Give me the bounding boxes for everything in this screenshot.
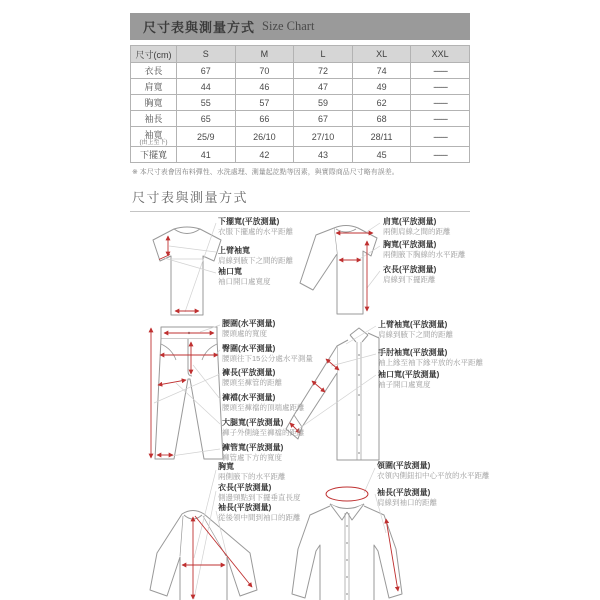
measure-label-elbow-width: 手肘袖寬(平放測量) 袖上緣至袖下緣平放的水平距離 bbox=[378, 348, 483, 367]
measure-label-thigh-width: 大腿寬(平放測量) 褲子外側縫至褲襠的距離 bbox=[222, 418, 305, 437]
row-label: 衣長 bbox=[131, 63, 177, 79]
row-label-sub: (由上至下) bbox=[139, 139, 168, 146]
row-label: 下擺寬 bbox=[131, 147, 177, 163]
page-title-en: Size Chart bbox=[262, 19, 315, 33]
cell-value: 70 bbox=[235, 63, 294, 79]
size-table-footnote: ※ 本尺寸表會因布料彈性、水洗處理、測量起訖點等因素，與實際商品尺寸略有誤差。 bbox=[132, 169, 399, 176]
cell-value: 25/9 bbox=[177, 127, 236, 147]
pants-diagram bbox=[155, 327, 223, 459]
cell-value: 49 bbox=[352, 79, 411, 95]
col-header-size-cm: 尺寸(cm) bbox=[131, 46, 177, 63]
cell-value: 65 bbox=[177, 111, 236, 127]
col-header-xxl: XXL bbox=[411, 46, 470, 63]
cell-value: ------- bbox=[411, 111, 470, 127]
cell-value: 66 bbox=[235, 111, 294, 127]
cell-value: 42 bbox=[235, 147, 294, 163]
table-row bbox=[131, 127, 470, 147]
table-row bbox=[131, 95, 470, 111]
cell-value: ------- bbox=[411, 95, 470, 111]
cell-value: 59 bbox=[294, 95, 353, 111]
cell-value: 43 bbox=[294, 147, 353, 163]
measure-label-length-jacket: 衣長(平放測量) 側邊頸點到下擺垂直長度 bbox=[218, 483, 301, 502]
measure-label-shoulder-width: 肩寬(平放測量) 兩側肩線之間的距離 bbox=[383, 217, 451, 236]
row-label: 胸寬 bbox=[131, 95, 177, 111]
table-row bbox=[131, 111, 470, 127]
tshirt-diagram bbox=[153, 227, 221, 315]
size-table bbox=[130, 45, 470, 163]
page-title-bar bbox=[130, 13, 470, 40]
cell-value: 28/11 bbox=[352, 127, 411, 147]
cell-value: 27/10 bbox=[294, 127, 353, 147]
measure-label-garment-length: 衣長(平放測量) 肩線到下擺距離 bbox=[383, 265, 437, 284]
cell-value: 57 bbox=[235, 95, 294, 111]
page-title-zh: 尺寸表與測量方式 bbox=[143, 20, 256, 35]
measure-label-chest-jacket: 胸寬 兩側腋下的水平距離 bbox=[218, 462, 286, 481]
measure-label-pants-length: 褲長(平放測量) 腰頭至褲管的距離 bbox=[222, 368, 282, 387]
cell-value: 62 bbox=[352, 95, 411, 111]
measurement-diagrams bbox=[130, 213, 490, 600]
row-label: 袖寬 (由上至下) bbox=[131, 127, 177, 147]
cell-value: 72 bbox=[294, 63, 353, 79]
col-header-m: M bbox=[235, 46, 294, 63]
longtee-diagram bbox=[300, 226, 377, 315]
cell-value: 74 bbox=[352, 63, 411, 79]
col-header-l: L bbox=[294, 46, 353, 63]
collar-shirt-diagram bbox=[292, 504, 402, 600]
measure-label-hip: 臀圍(水平測量) 腰頭往下15公分處水平測量 bbox=[222, 344, 313, 363]
cell-value: ------- bbox=[411, 127, 470, 147]
cell-value: 67 bbox=[177, 63, 236, 79]
measure-label-waist: 腰圍(水平測量) 腰頭處的寬度 bbox=[222, 319, 276, 338]
size-table-header-row bbox=[131, 46, 470, 63]
table-row bbox=[131, 63, 470, 79]
jacket-diagram bbox=[150, 511, 257, 600]
measure-label-cuff-width: 袖口寬 袖口開口處寬度 bbox=[218, 267, 271, 286]
cell-value: 41 bbox=[177, 147, 236, 163]
col-header-xl: XL bbox=[352, 46, 411, 63]
measure-label-cuff-width-shirt: 袖口寬(平放測量) 袖子開口處寬度 bbox=[378, 370, 440, 389]
measure-label-hem-width: 下擺寬(平放測量) 衣服下擺處的水平距離 bbox=[218, 217, 293, 236]
col-header-s: S bbox=[177, 46, 236, 63]
cell-value: ------- bbox=[411, 79, 470, 95]
cell-value: 68 bbox=[352, 111, 411, 127]
measure-label-leg-opening: 褲管寬(平放測量) 褲管處下方的寬度 bbox=[222, 443, 284, 462]
measure-label-sleeve-from-neck: 袖長(平放測量) 從後領中間到袖口的距離 bbox=[218, 503, 301, 522]
row-label: 袖長 bbox=[131, 111, 177, 127]
measure-label-neck-girth: 領圍(平放測量) 衣領內側鈕扣中心平放的水平距離 bbox=[377, 461, 490, 480]
cell-value: 47 bbox=[294, 79, 353, 95]
cell-value: ------- bbox=[411, 147, 470, 163]
measurement-section-title: 尺寸表與測量方式 bbox=[130, 187, 470, 212]
cell-value: 44 bbox=[177, 79, 236, 95]
cell-value: 26/10 bbox=[235, 127, 294, 147]
cell-value: 45 bbox=[352, 147, 411, 163]
measure-label-rise: 褲襠(水平測量) 腰頭至褲襠的頂端處距離 bbox=[222, 393, 305, 412]
cell-value: 46 bbox=[235, 79, 294, 95]
cell-value: 67 bbox=[294, 111, 353, 127]
measure-label-upper-arm-shirt: 上臂袖寬(平放測量) 肩線到腋下之間的距離 bbox=[378, 320, 453, 339]
measure-label-chest-width: 胸寬(平放測量) 兩側腋下胸線的水平距離 bbox=[383, 240, 466, 259]
measure-label-sleeve-length: 袖長(平放測量) 肩線到袖口的距離 bbox=[377, 488, 437, 507]
table-row bbox=[131, 147, 470, 163]
cell-value: ------- bbox=[411, 63, 470, 79]
table-row bbox=[131, 79, 470, 95]
content-column bbox=[130, 13, 490, 600]
measure-label-upper-arm: 上臂袖寬 肩線到腋下之間的距離 bbox=[218, 246, 293, 265]
row-label: 肩寬 bbox=[131, 79, 177, 95]
cell-value: 55 bbox=[177, 95, 236, 111]
